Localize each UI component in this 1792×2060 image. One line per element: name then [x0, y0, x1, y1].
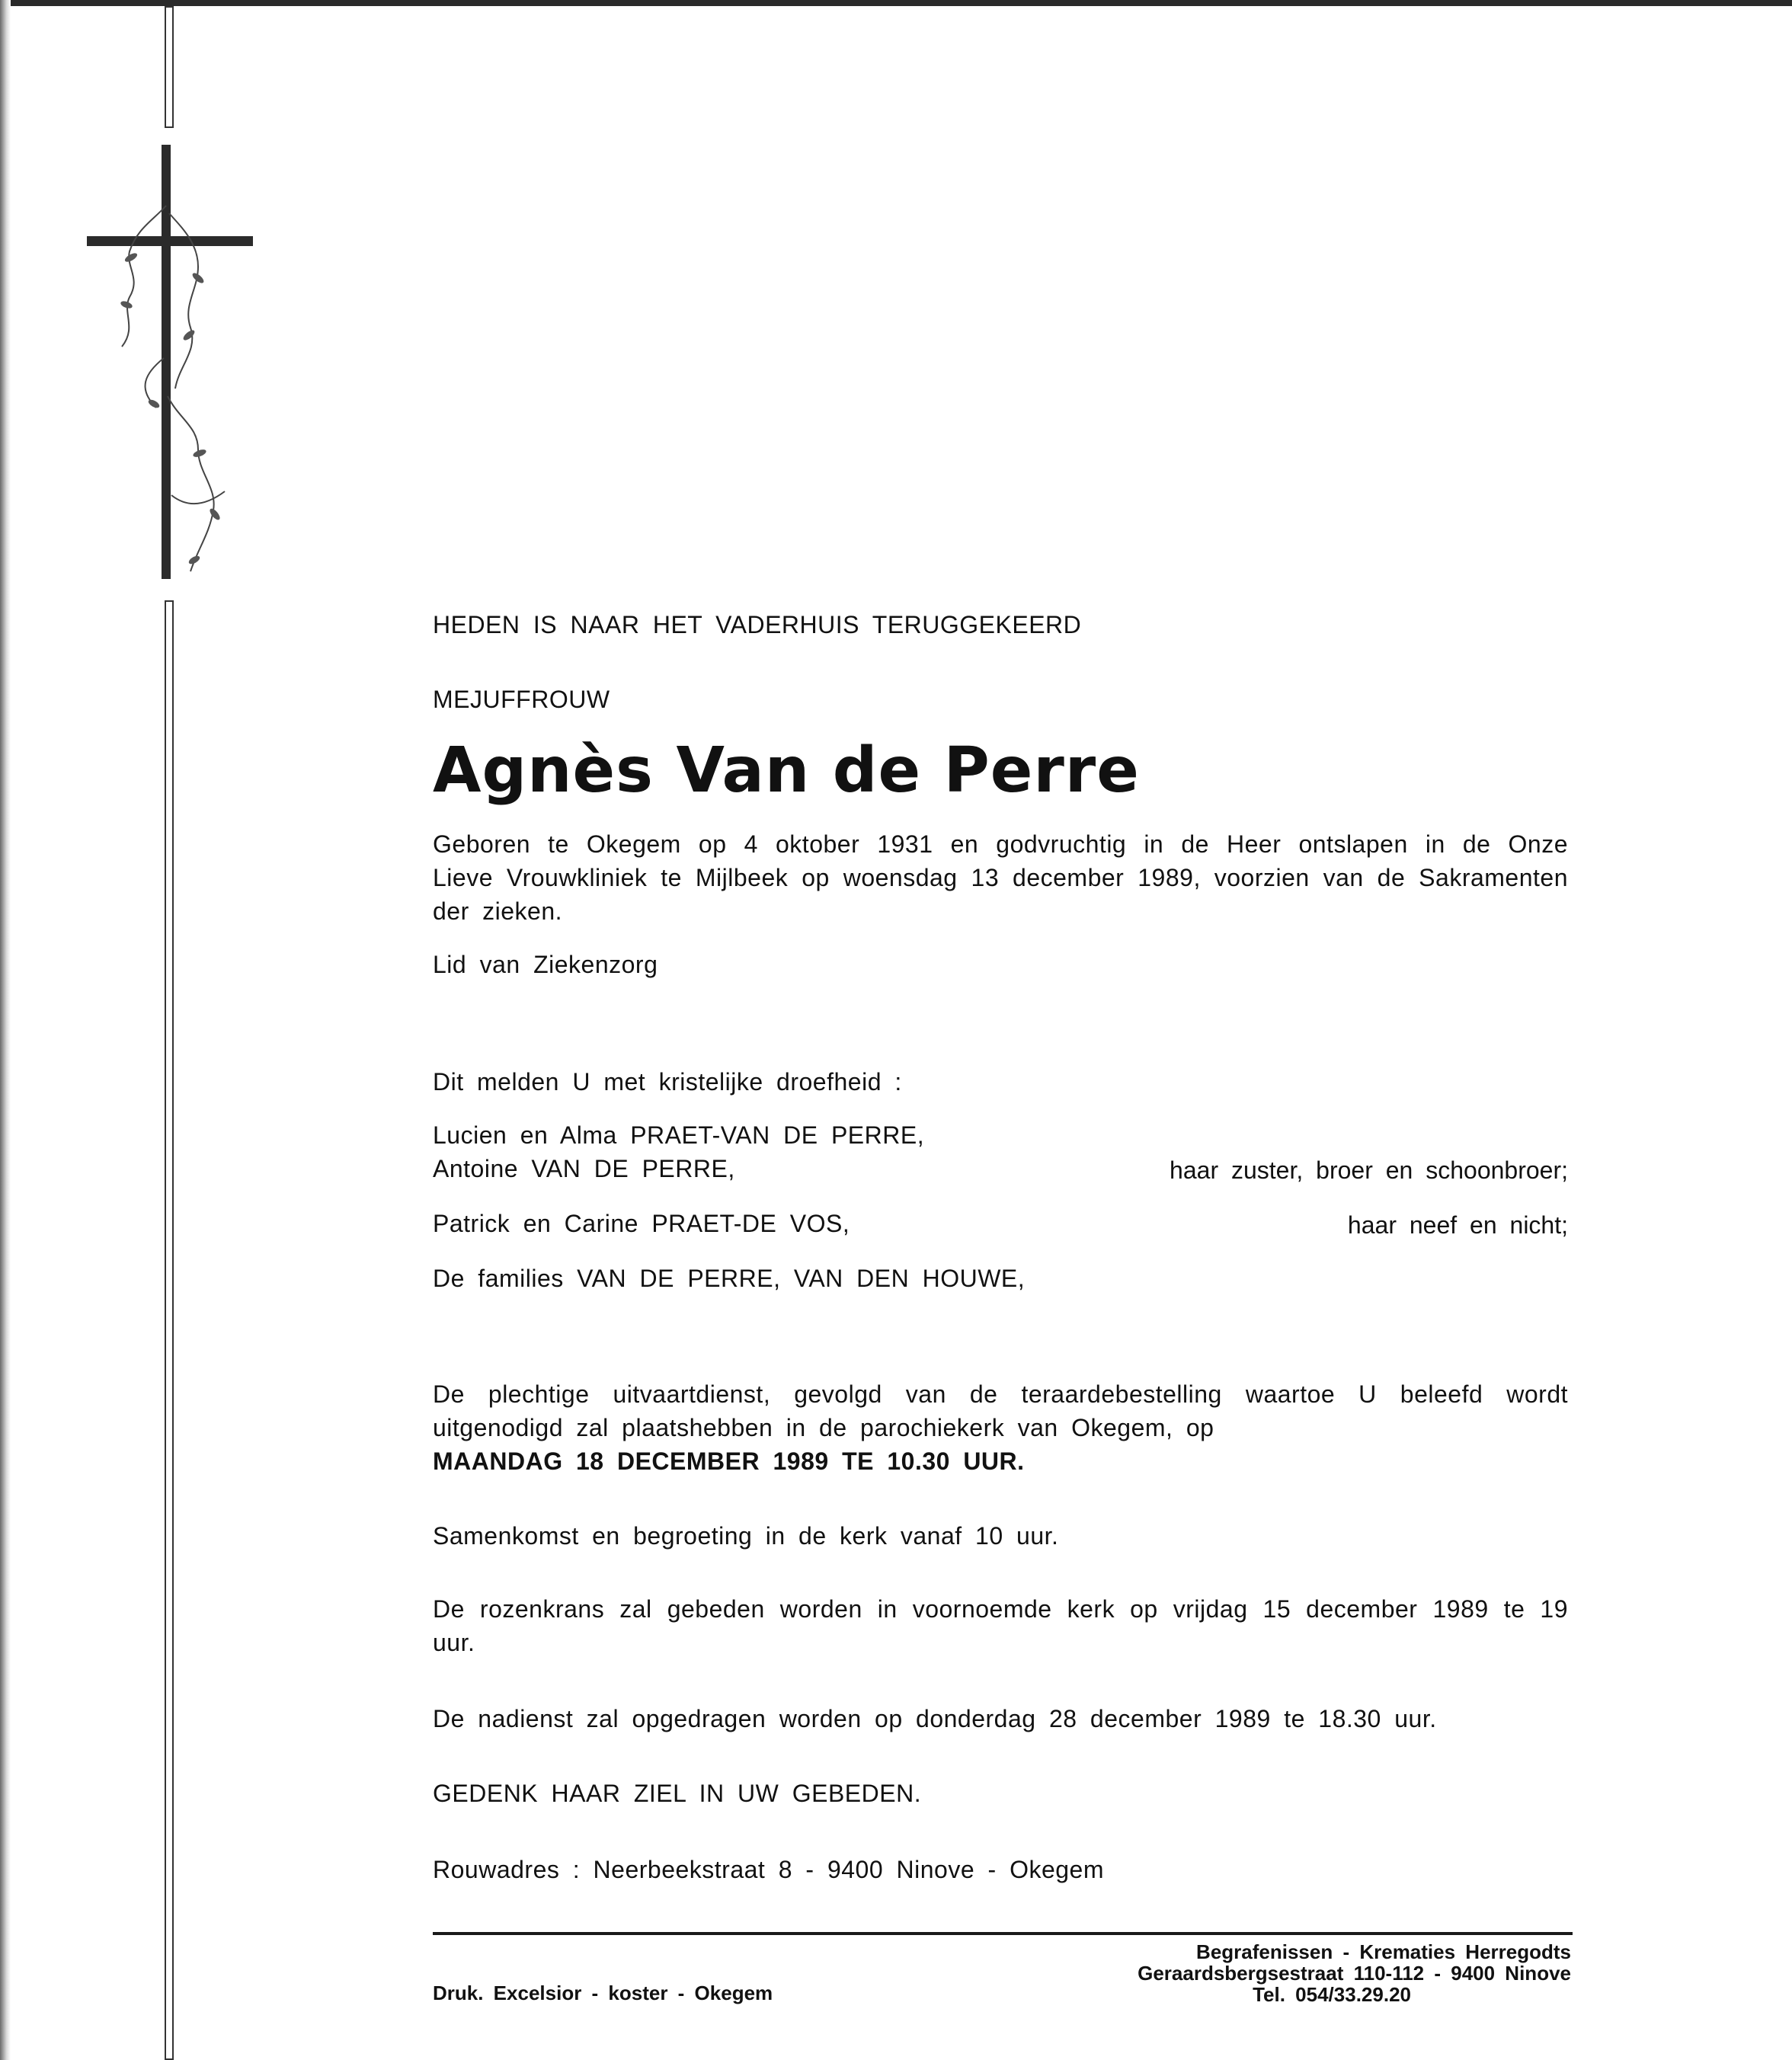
funeral-home-block	[1138, 1941, 1571, 2005]
family-line-1: Lucien en Alma PRAET-VAN DE PERRE,	[433, 1121, 925, 1149]
border-rail-bottom	[165, 600, 174, 2060]
membership-line: Lid van Ziekenzorg	[433, 951, 658, 978]
funeral-home-address: Geraardsbergsestraat 110-112 - 9400 Ninove	[1138, 1962, 1571, 1985]
page-left-edge	[0, 0, 11, 2060]
cross-with-vine-icon	[84, 145, 259, 587]
family-line-4: De families VAN DE PERRE, VAN DEN HOUWE,	[433, 1265, 1026, 1292]
family-line-3: Patrick en Carine PRAET-DE VOS,	[433, 1210, 850, 1237]
prayer-line: GEDENK HAAR ZIEL IN UW GEBEDEN.	[433, 1780, 922, 1807]
gathering-line: Samenkomst en begroeting in de kerk vanaf 10 uur.	[433, 1522, 1059, 1550]
service-paragraph: De plechtige uitvaartdienst, gevolgd van de teraardebestelling waartoe U beleefd wordt uitgenodigd zal plaatshebben in de parochiekerk van Okegem, op	[433, 1380, 1568, 1441]
family-relation-1: haar zuster, broer en schoonbroer;	[1170, 1156, 1568, 1184]
honorific: MEJUFFROUW	[433, 686, 610, 713]
birth-death-paragraph: Geboren te Okegem op 4 oktober 1931 en godvruchtig in de Heer ontslapen in de Onze Lieve Vrouwkliniek te Mijlbeek op woensdag 13 december 1989, voorzien van de Sakramenten der zieken.	[433, 830, 1568, 925]
funeral-home-name: Begrafenissen - Krematies Herregodts	[1196, 1940, 1571, 1963]
printer-credit: Druk. Excelsior - koster - Okegem	[433, 1982, 773, 2004]
address-line: Rouwadres : Neerbeekstraat 8 - 9400 Ninove - Okegem	[433, 1856, 1104, 1883]
deceased-name: Agnès Van de Perre	[433, 734, 1140, 807]
service-date: MAANDAG 18 DECEMBER 1989 TE 10.30 UUR.	[433, 1447, 1025, 1475]
family-announce: Dit melden U met kristelijke droefheid :	[433, 1068, 902, 1096]
funeral-home-phone: Tel. 054/33.29.20	[1253, 1983, 1411, 2006]
page-top-edge	[0, 0, 1792, 6]
border-rail-top	[165, 6, 174, 128]
footer-divider	[433, 1932, 1573, 1935]
family-relation-2: haar neef en nicht;	[1347, 1211, 1568, 1239]
rosary-paragraph: De rozenkrans zal gebeden worden in voornoemde kerk op vrijdag 15 december 1989 te 19 uur.	[433, 1595, 1568, 1656]
family-line-2: Antoine VAN DE PERRE,	[433, 1155, 735, 1182]
intro-line: HEDEN IS NAAR HET VADERHUIS TERUGGEKEERD	[433, 611, 1082, 638]
mass-line: De nadienst zal opgedragen worden op donderdag 28 december 1989 te 18.30 uur.	[433, 1705, 1437, 1732]
